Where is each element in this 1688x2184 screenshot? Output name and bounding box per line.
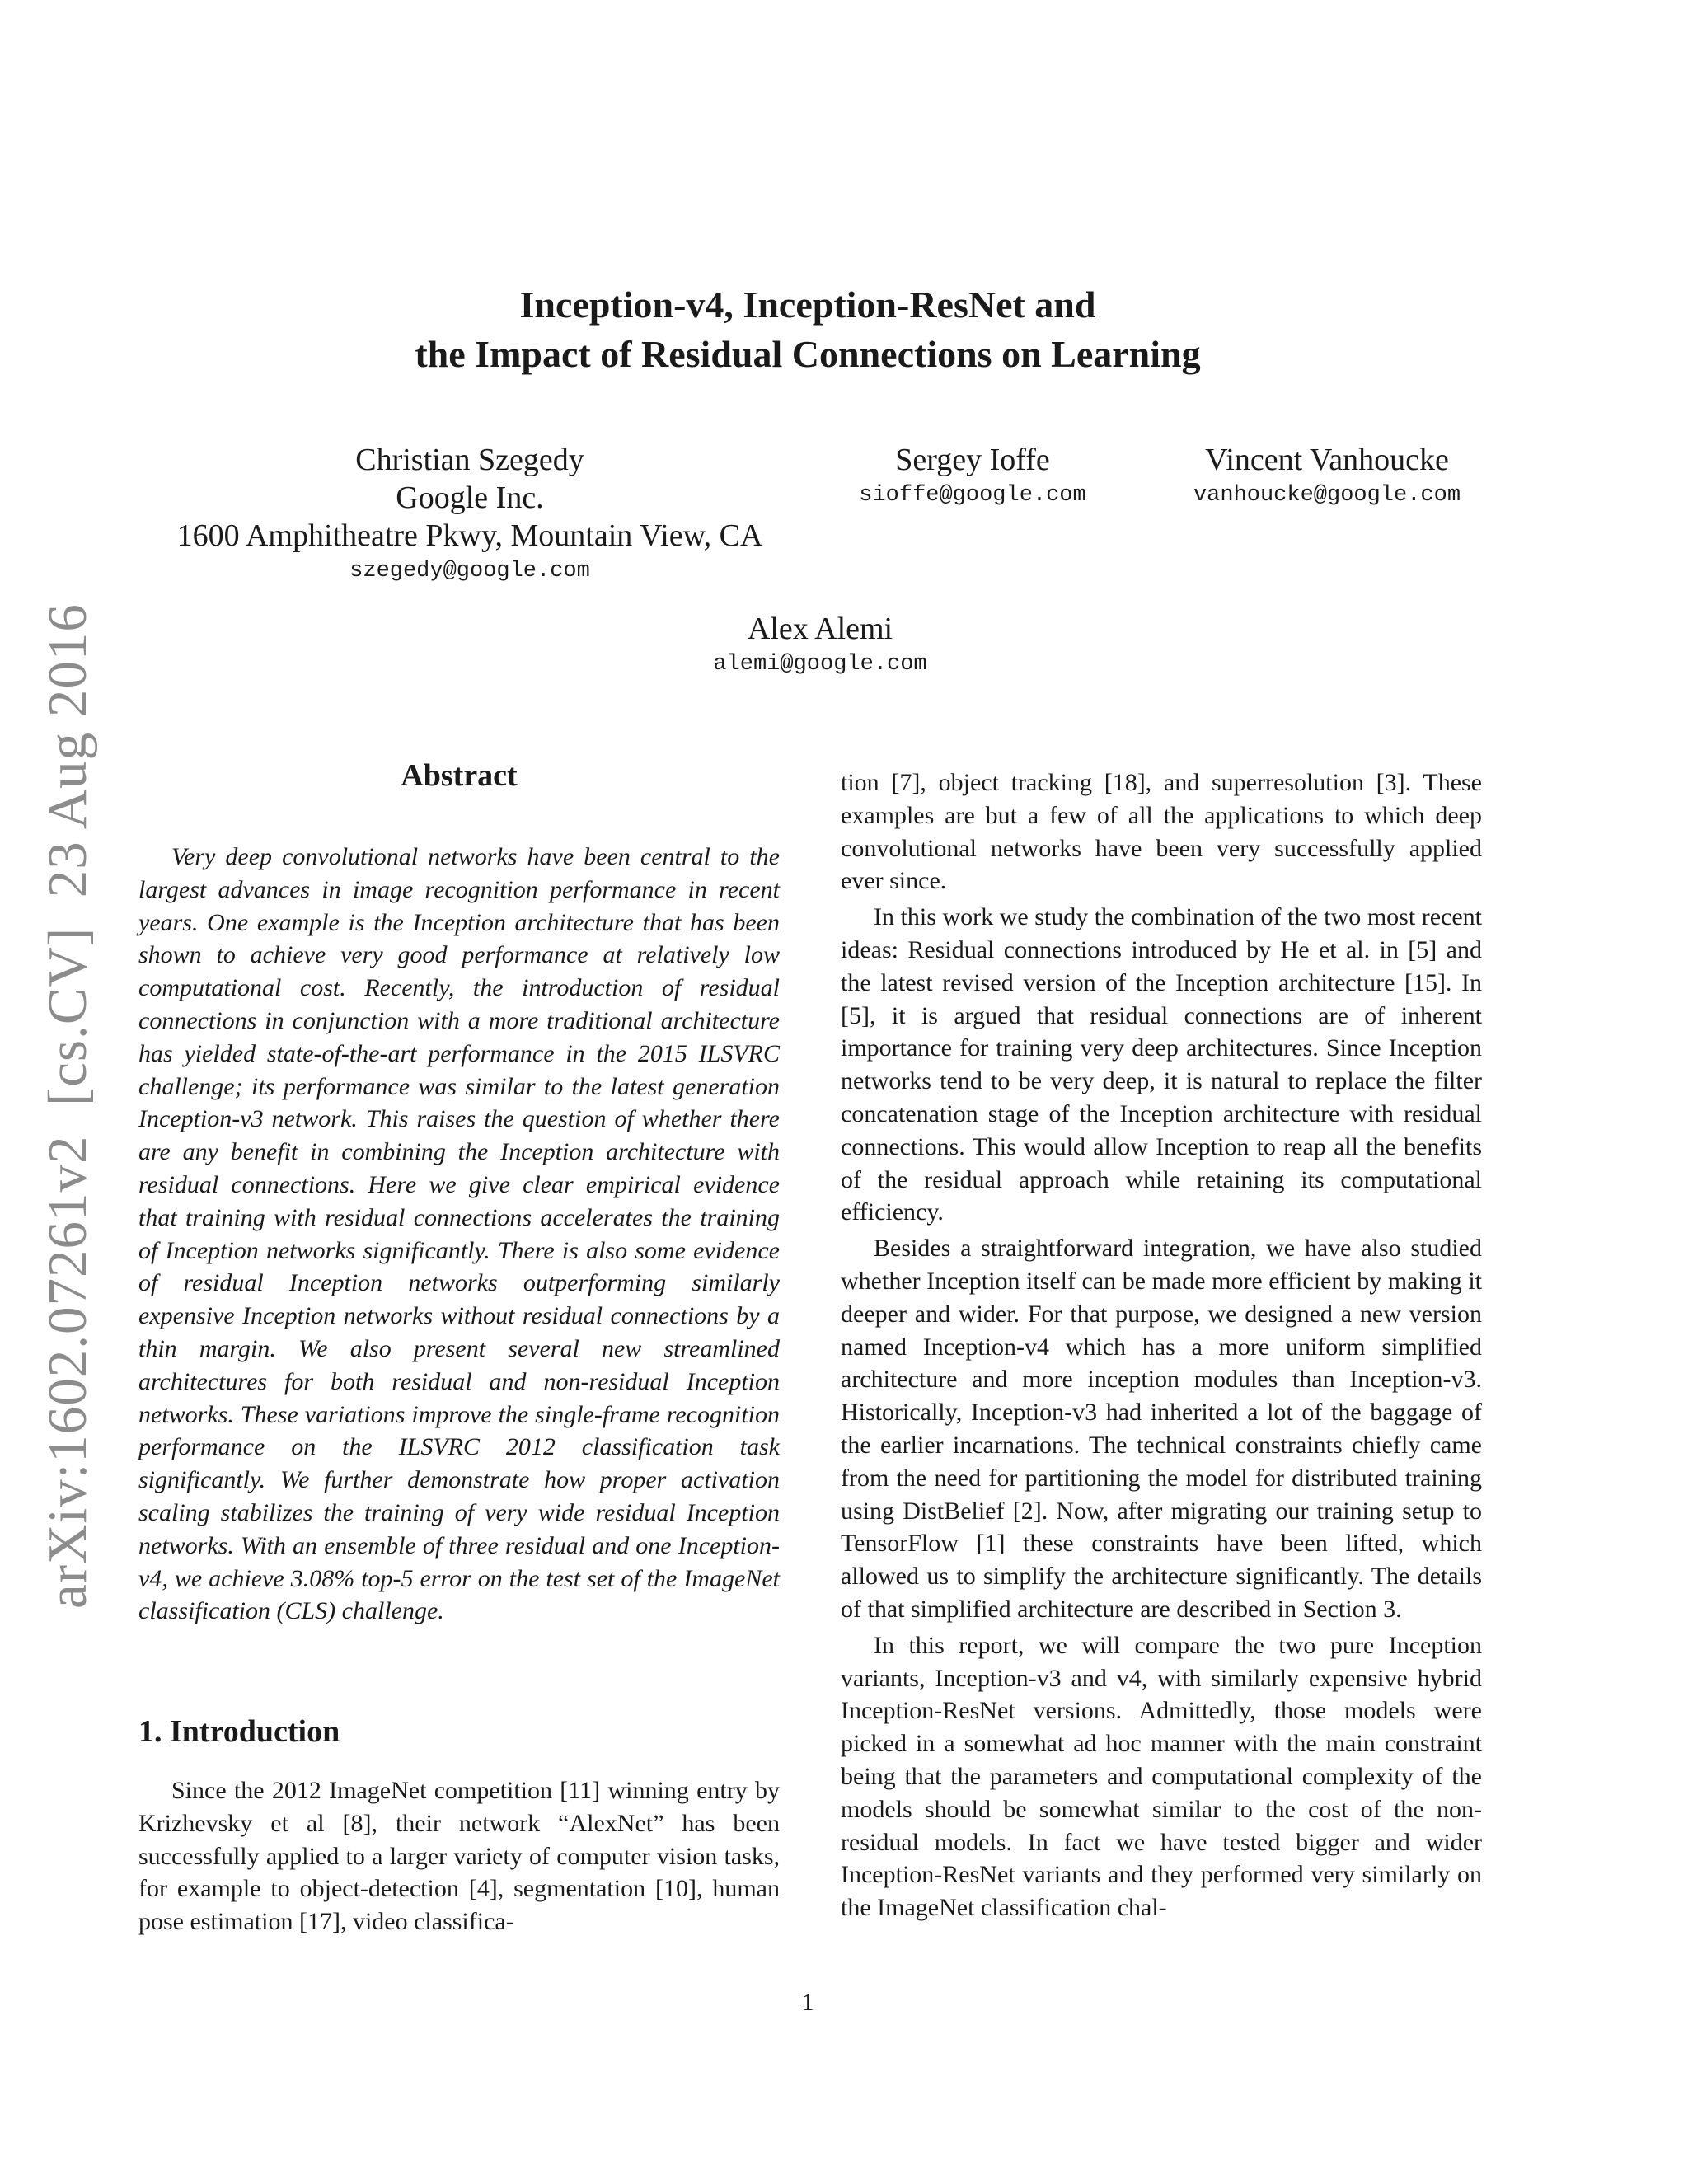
introduction-left-column: [138, 1774, 780, 1938]
author-email[interactable]: szegedy@google.com: [349, 559, 590, 583]
right-column: [841, 766, 1482, 1924]
title-line-2: the Impact of Residual Connections on Learning: [415, 333, 1201, 375]
author-block-ioffe: [832, 441, 1113, 512]
arxiv-identifier-stamp[interactable]: arXiv:1602.07261v2 [cs.CV] 23 Aug 2016: [37, 603, 98, 1609]
paragraph: In this work we study the combination of the two most recent ideas: Residual connections introduced by He et al. in [5] and the latest revised version of the Inception architecture [15]. In [5], it is argued that residual connections are of inherent importance for training very deep architectures. Since Inception networks tend to be very deep, it is natural to replace the filter concatenation stage of the Inception architecture with residual connections. This would allow Inception to reap all the benefits of the residual approach while retaining its computational efficiency.: [841, 903, 1482, 1226]
author-address: 1600 Amphitheatre Pkwy, Mountain View, CA: [176, 518, 763, 553]
abstract-text: Very deep convolutional networks have been central to the largest advances in image recognition performance in recent years. One example is the Inception architecture that has been shown to achieve very good performance at relatively low computational cost. Recently, the introduction of residual connections in conjunction with a more traditional architecture has yielded state-of-the-art performance in the 2015 ILSVRC challenge; its performance was similar to the latest generation Inception-v3 network. This raises the question of whether there are any benefit in combining the Inception architecture with residual connections. Here we give clear empirical evidence that training with residual connections accelerates the training of Inception networks significantly. There is also some evidence of residual Inception networks outperforming similarly expensive Inception networks without residual connections by a thin margin. We also present several new streamlined architectures for both residual and non-residual Inception networks. These variations improve the single-frame recognition performance on the ILSVRC 2012 classification task significantly. We further demonstrate how proper activation scaling stabilizes the training of very wide residual Inception networks. With an ensemble of three residual and one Inception-v4, we achieve 3.08% top-5 error on the test set of the ImageNet classification (CLS) challenge.: [138, 843, 780, 1625]
author-email[interactable]: sioffe@google.com: [859, 483, 1086, 508]
author-name: Alex Alemi: [747, 612, 893, 646]
page-number: 1: [801, 1989, 814, 2016]
author-email[interactable]: alemi@google.com: [713, 652, 927, 677]
author-name: Christian Szegedy: [355, 443, 584, 477]
author-block-szegedy: [157, 441, 783, 588]
author-block-alemi: [659, 610, 981, 681]
paragraph: tion [7], object tracking [18], and superresolution [3]. These examples are but a few of all the applications to which deep convolutional networks have been very successfully applied ever since.: [841, 769, 1482, 895]
abstract-section: [138, 841, 780, 1628]
author-affiliation: Google Inc.: [396, 480, 544, 515]
paragraph: Since the 2012 ImageNet competition [11] winning entry by Krizhevsky et al [8], their network “AlexNet” has been successfully applied to a larger variety of computer vision tasks, for example to object-detection [4], segmentation [10], human pose estimation [17], video classifica-: [138, 1777, 780, 1936]
title-line-1: Inception-v4, Inception-ResNet and: [519, 284, 1096, 326]
author-block-vanhoucke: [1146, 441, 1508, 512]
abstract-heading: Abstract: [401, 758, 518, 793]
section-heading-introduction: 1. Introduction: [138, 1714, 340, 1749]
paper-title: [247, 280, 1368, 379]
author-name: Vincent Vanhoucke: [1205, 443, 1449, 477]
author-name: Sergey Ioffe: [895, 443, 1050, 477]
author-email[interactable]: vanhoucke@google.com: [1193, 483, 1461, 508]
paragraph: In this report, we will compare the two pure Inception variants, Inception-v3 and v4, with similarly expensive hybrid Inception-ResNet versions. Admittedly, those models were picked in a somewhat ad hoc manner with the main constraint being that the parameters and computational complexity of the models should be somewhat similar to the cost of the non-residual models. In fact we have tested bigger and wider Inception-ResNet variants and they performed very similarly on the ImageNet classification chal-: [841, 1631, 1482, 1922]
paragraph: Besides a straightforward integration, we have also studied whether Inception itself can be made more efficient by making it deeper and wider. For that purpose, we designed a new version named Inception-v4 which has a more uniform simplified architecture and more inception modules than Inception-v3. Historically, Inception-v3 had inherited a lot of the baggage of the earlier incarnations. The technical constraints chiefly came from the need for partitioning the model for distributed training using DistBelief [2]. Now, after migrating our training setup to TensorFlow [1] these constraints have been lifted, which allowed us to simplify the architecture significantly. The details of that simplified architecture are described in Section 3.: [841, 1235, 1482, 1623]
